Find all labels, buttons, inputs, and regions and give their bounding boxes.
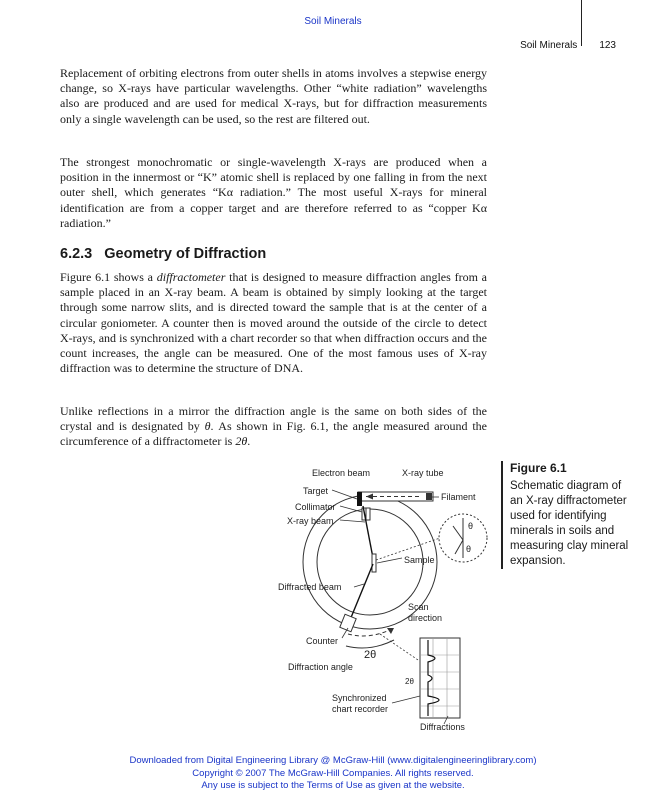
top-banner: Soil Minerals: [304, 16, 362, 27]
label-inset-theta-2: θ: [466, 544, 472, 554]
footer-terms: Any use is subject to the Terms of Use as given at the website.: [201, 780, 465, 791]
label-counter: Counter: [306, 636, 339, 646]
figure-caption-title: Figure 6.1: [510, 461, 567, 475]
label-xray-beam: X-ray beam: [287, 516, 334, 526]
label-xray-tube: X-ray tube: [402, 468, 444, 478]
chart-pointer: [380, 634, 418, 660]
leader-xray-beam: [340, 520, 365, 522]
counter: [340, 614, 356, 631]
label-two-theta-chart: 2θ: [405, 677, 414, 686]
page-number: 123: [599, 40, 616, 51]
label-diffracted-beam: Diffracted beam: [278, 582, 342, 592]
diffracted-beam: [350, 564, 373, 620]
leader-diffracted: [354, 584, 364, 587]
label-scan: Scan: [408, 602, 429, 612]
leader-target: [332, 490, 357, 499]
label-scan-direction: direction: [408, 613, 443, 623]
figure-caption: [501, 461, 630, 569]
label-filament: Filament: [441, 492, 476, 502]
paragraph-2: The strongest monochromatic or single-wavelength X-rays are produced when a position in the innermost or “K” atomic shell is replaced by one falling in from the next outer shell, which generates “Kα radiation.” The most useful X-rays for mineral identification are from a copper target and are therefore referred to as “copper Kα radiation.”: [60, 155, 487, 230]
label-chart-recorder: chart recorder: [332, 704, 389, 714]
diffractometer-figure: [270, 460, 492, 736]
target: [357, 492, 362, 506]
symbol-theta: θ: [204, 419, 211, 434]
running-head-title: Soil Minerals: [520, 40, 578, 51]
footer-download-line[interactable]: Downloaded from Digital Engineering Library @ McGraw-Hill (www.digitalengineeringlibrary.com): [129, 755, 537, 766]
term-diffractometer: diffractometer: [156, 270, 226, 284]
section-title: Geometry of Diffraction: [104, 246, 267, 262]
label-diffraction-angle: Diffraction angle: [288, 662, 353, 672]
label-target: Target: [303, 486, 329, 496]
paragraph-4: [60, 404, 487, 450]
section-number: 6.2.3: [60, 246, 93, 262]
figure-caption-text: Schematic diagram of an X-ray diffractometer used for identifying minerals in soils and measuring clay mineral expansion.: [510, 480, 629, 567]
label-synchronized: Synchronized: [332, 693, 387, 703]
paragraph-4-a: Unlike reflections in a mirror the diffraction angle is the same on both sides of the crystal and is designated by: [60, 404, 487, 434]
footer: [0, 755, 666, 793]
scan-arrow: [387, 628, 394, 634]
section-heading: [60, 246, 266, 262]
filament: [426, 493, 432, 500]
diffraction-angle-arc: [346, 640, 394, 648]
label-diffractions: Diffractions: [420, 722, 465, 732]
label-electron-beam: Electron beam: [312, 468, 371, 478]
leader-collimator: [340, 506, 362, 512]
footer-copyright: Copyright © 2007 The McGraw-Hill Companies. All rights reserved.: [192, 767, 474, 779]
label-inset-theta-1: θ: [468, 521, 474, 531]
leader-chart-recorder: [392, 696, 420, 703]
label-sample: Sample: [404, 555, 435, 565]
sample: [372, 554, 376, 572]
label-collimator: Collimator: [295, 502, 336, 512]
paragraph-1: Replacement of orbiting electrons from outer shells in atoms involves a stepwise energy change, so X-rays have particular wavelengths. Other “white radiation” wavelengths also are produced and are used for medical X-rays, but for diffraction measurements only a single wavelength can be used, so the rest are filtered out.: [60, 66, 487, 126]
symbol-two-theta: 2θ: [235, 434, 248, 449]
paragraph-3-start: Figure 6.1 shows a: [60, 270, 157, 284]
paragraph-3: [60, 270, 487, 376]
label-two-theta: 2θ: [364, 649, 377, 661]
inset-ray-in: [453, 526, 463, 540]
paragraph-3-rest: that is designed to measure diffraction angles from a sample placed in an X-ray beam. A beam is obtained by simply looking at the target through some narrow slits, and is directed toward the sample that is at the center of a circular goniometer. A counter then is moved around the outside of the circle to detect X-rays, and is synchronized with a chart recorder so that when diffraction occurs and the count increases, the angle can be measured. One of the most famous uses of X-ray diffraction was to determine the structure of DNA.: [60, 270, 487, 376]
inset-ray-out: [455, 540, 463, 554]
paragraph-4-b: . As shown in Fig. 6.1, the angle measured around the circumference of a diffractometer is: [60, 419, 487, 449]
paragraph-4-c: .: [247, 434, 251, 449]
running-head: [520, 40, 616, 51]
